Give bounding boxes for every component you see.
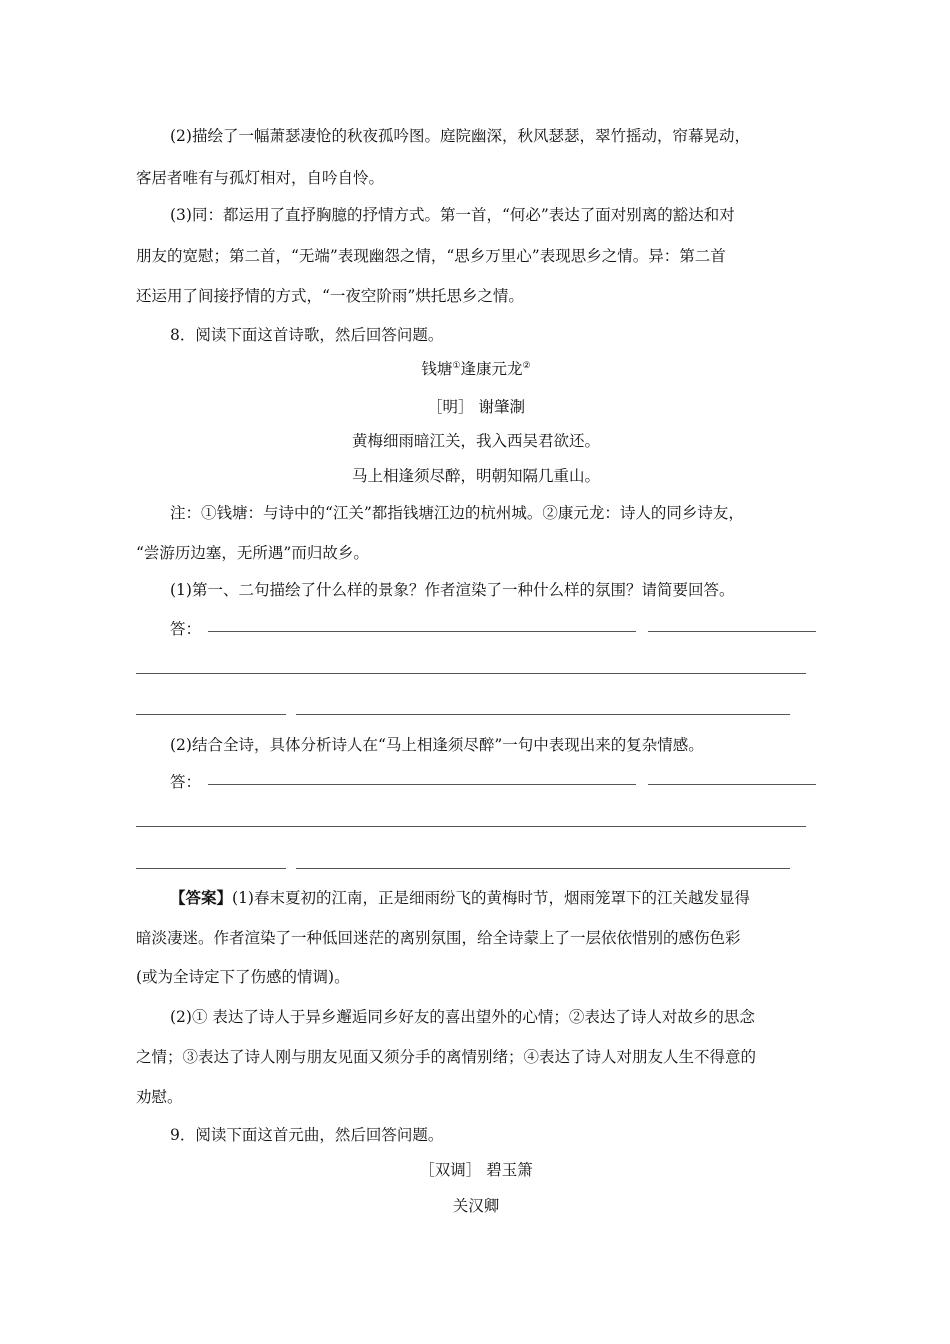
answer-8-2-line-3: 劝慰。 — [136, 1088, 183, 1106]
answer-tag: 【答案】 — [170, 888, 233, 907]
q7-answer-2-line-1: (2)描绘了一幅萧瑟凄怆的秋夜孤吟图。庭院幽深，秋风瑟瑟，翠竹摇动，帘幕晃动， — [170, 127, 750, 145]
answer-blank-1a[interactable] — [208, 631, 636, 632]
q7-answer-2-line-2: 客居者唯有与孤灯相对，自吟自怜。 — [136, 169, 385, 187]
q7-answer-3-line-1: (3)同：都运用了直抒胸臆的抒情方式。第一首，“何必”表达了面对别离的豁达和对 — [170, 206, 735, 224]
answer-8-1-line-1 — [170, 886, 750, 910]
qu-author: 关汉卿 — [452, 1197, 500, 1215]
answer-8-1-line-3: (或为全诗定下了伤感的情调)。 — [136, 968, 350, 986]
answer-blank-1e[interactable] — [296, 714, 790, 715]
answer-8-1-text: (1)春末夏初的江南，正是细雨纷飞的黄梅时节，烟雨笼罩下的江关越发显得 — [232, 889, 750, 907]
poem-verse-1: 黄梅细雨暗江关，我入西吴君欲还。 — [351, 432, 600, 450]
poem-title-part-2: 逢康元龙 — [460, 360, 523, 378]
poem-author: ［明］ 谢肇淛 — [427, 398, 525, 416]
poem-verse-2: 马上相逢须尽醉，明朝知隔几重山。 — [351, 467, 600, 485]
qu-title: ［双调］ 碧玉箫 — [419, 1161, 533, 1179]
answer-label-2: 答： — [170, 773, 202, 791]
answer-blank-1b[interactable] — [648, 631, 816, 632]
answer-blank-2b[interactable] — [648, 784, 816, 785]
footnote-mark-1: ① — [452, 360, 461, 371]
answer-blank-2a[interactable] — [208, 784, 636, 785]
q7-answer-3-line-3: 还运用了间接抒情的方式，“一夜空阶雨”烘托思乡之情。 — [136, 287, 524, 305]
poem-title — [136, 357, 816, 381]
answer-blank-2c[interactable] — [136, 826, 806, 827]
answer-label-1: 答： — [170, 620, 202, 638]
question-9-intro: 9．阅读下面这首元曲，然后回答问题。 — [170, 1126, 444, 1144]
question-8-intro: 8．阅读下面这首诗歌，然后回答问题。 — [170, 326, 444, 344]
answer-8-2-line-1: (2)① 表达了诗人于异乡邂逅同乡好友的喜出望外的心情；②表达了诗人对故乡的思念 — [170, 1008, 755, 1026]
answer-blank-1d[interactable] — [136, 714, 286, 715]
question-8-1: (1)第一、二句描绘了什么样的景象？作者渲染了一种什么样的氛围？请简要回答。 — [170, 581, 735, 599]
poem-title-part-1: 钱塘 — [421, 360, 453, 378]
q7-answer-3-line-2: 朋友的宽慰；第二首，“无端”表现幽怨之情，“思乡万里心”表现思乡之情。异：第二首 — [136, 247, 726, 265]
answer-8-2-line-2: 之情；③表达了诗人刚与朋友见面又须分手的离情别绪；④表达了诗人对朋友人生不得意的 — [136, 1048, 757, 1066]
question-8-2: (2)结合全诗，具体分析诗人在“马上相逢须尽醉”一句中表现出来的复杂情感。 — [170, 736, 704, 754]
poem-note-line-2: “尝游历边塞，无所遇”而归故乡。 — [136, 544, 369, 562]
footnote-mark-2: ② — [522, 360, 531, 371]
answer-blank-1c[interactable] — [136, 673, 806, 674]
answer-8-1-line-2: 暗淡凄迷。作者渲染了一种低回迷茫的离别氛围，给全诗蒙上了一层依依惜别的感伤色彩 — [136, 929, 741, 947]
poem-note-line-1: 注：①钱塘：与诗中的“江关”都指钱塘江边的杭州城。②康元龙：诗人的同乡诗友， — [170, 504, 744, 522]
answer-blank-2d[interactable] — [136, 868, 286, 869]
answer-blank-2e[interactable] — [296, 868, 790, 869]
